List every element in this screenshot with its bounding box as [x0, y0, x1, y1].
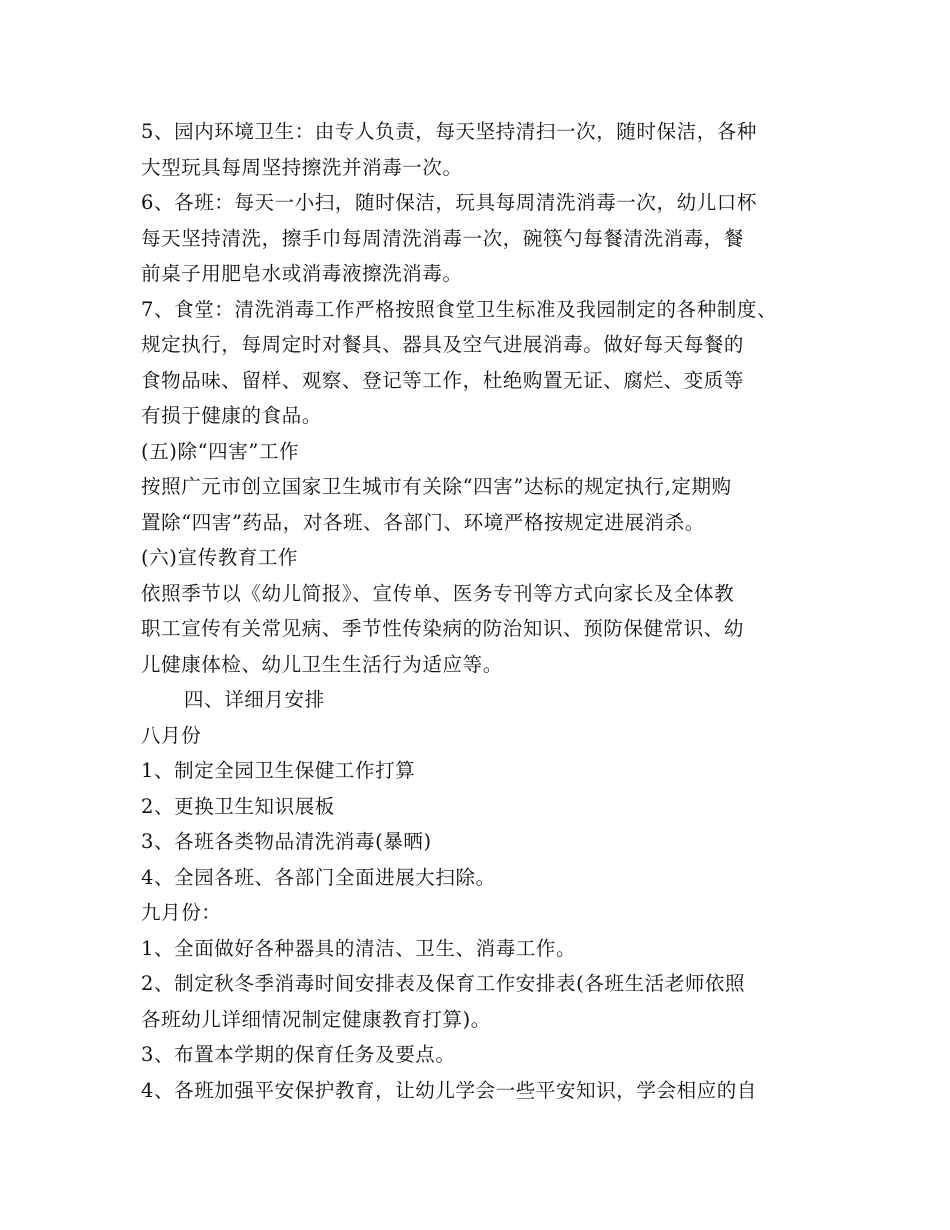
text-line: 儿健康体检、幼儿卫生生活行为适应等。 — [141, 652, 503, 676]
list-item: 3、布置本学期的保育任务及要点。 — [141, 1043, 456, 1066]
text-line: 职工宣传有关常见病、季节性传染病的防治知识、预防保健常识、幼 — [141, 617, 745, 640]
list-item: 1、制定全园卫生保健工作打算 — [141, 759, 416, 782]
text-line: 6、各班：每天一小扫，随时保洁，玩具每周清洗消毒一次，幼儿口杯 — [141, 191, 758, 214]
text-line: 各班幼儿详细情况制定健康教育打算)。 — [141, 1007, 491, 1031]
text-line: 按照广元市创立国家卫生城市有关除“四害”达标的规定执行,定期购 — [141, 475, 732, 498]
list-item: 1、全面做好各种器具的清洁、卫生、消毒工作。 — [141, 936, 577, 960]
list-item: 2、制定秋冬季消毒时间安排表及保育工作安排表(各班生活老师依照 — [141, 972, 746, 995]
text-line: 每天坚持清洗，擦手巾每周清洗消毒一次，碗筷勺每餐清洗消毒，餐 — [141, 226, 745, 250]
chapter-heading: 四、详细月安排 — [184, 688, 325, 711]
text-line: 大型玩具每周坚持擦洗并消毒一次。 — [141, 155, 463, 179]
section-heading: (六)宣传教育工作 — [141, 546, 299, 569]
section-heading: (五)除“四害”工作 — [141, 439, 300, 463]
month-heading: 九月份： — [141, 901, 222, 924]
text-line: 规定执行，每周定时对餐具、器具及空气进展消毒。做好每天每餐的 — [141, 333, 745, 356]
list-item: 2、更换卫生知识展板 — [141, 794, 335, 818]
text-line: 食物品味、留样、观察、登记等工作，杜绝购置无证、腐烂、变质等 — [141, 368, 745, 392]
list-item: 4、各班加强平安保护教育，让幼儿学会一些平安知识，学会相应的自 — [141, 1078, 758, 1102]
month-heading: 八月份 — [141, 723, 202, 747]
document-body — [141, 114, 831, 1108]
text-line: 7、食堂：清洗消毒工作严格按照食堂卫生标准及我园制定的各种制度、 — [141, 297, 778, 321]
list-item: 3、各班各类物品清洗消毒(暴晒) — [141, 830, 432, 853]
text-line: 有损于健康的食品。 — [141, 404, 322, 427]
text-line: 5、园内环境卫生：由专人负责，每天坚持清扫一次，随时保洁，各种 — [141, 120, 758, 143]
text-line: 依照季节以《幼儿简报》、宣传单、医务专刊等方式向家长及全体教 — [141, 581, 735, 605]
text-line: 置除“四害”药品，对各班、各部门、环境严格按规定进展消杀。 — [141, 510, 705, 534]
text-line: 前桌子用肥皂水或消毒液擦洗消毒。 — [141, 262, 463, 285]
list-item: 4、全园各班、各部门全面进展大扫除。 — [141, 865, 496, 889]
